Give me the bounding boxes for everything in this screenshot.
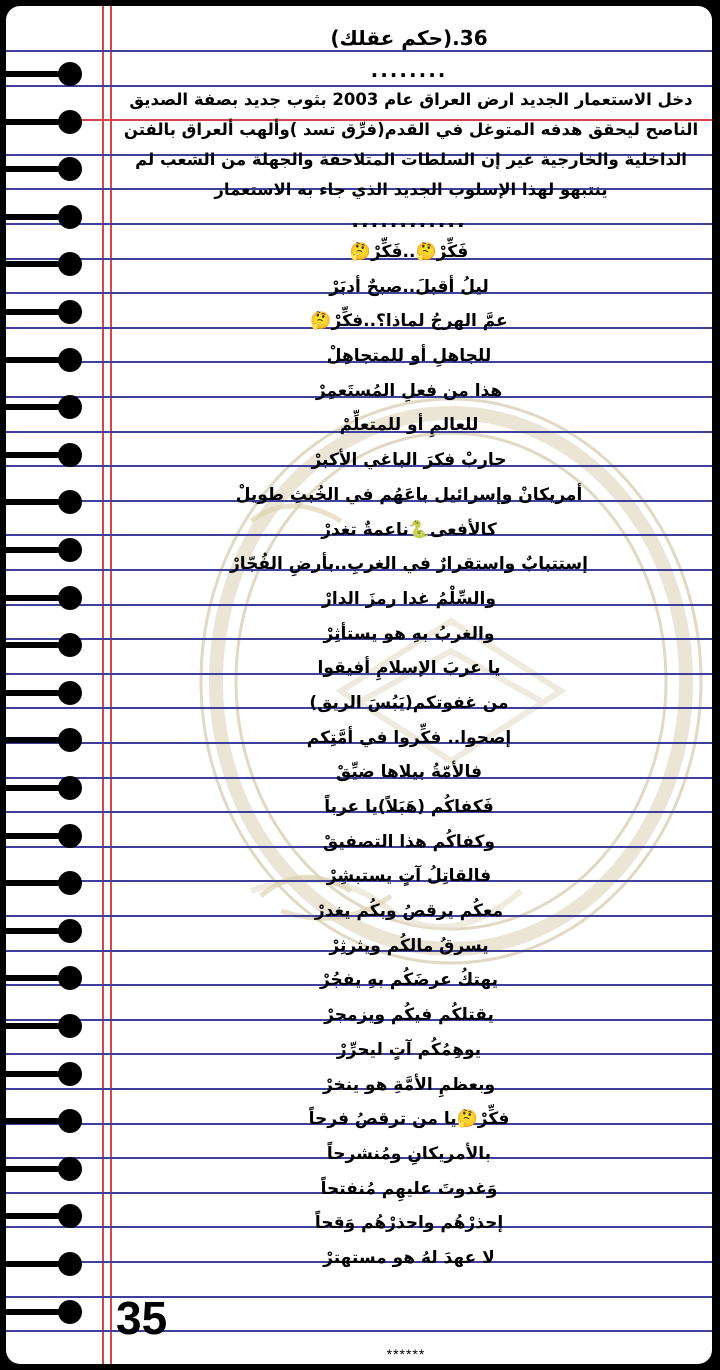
notebook-page bbox=[6, 6, 712, 1364]
poem-line bbox=[106, 1102, 712, 1137]
ring-hole bbox=[58, 252, 82, 276]
binder-ring bbox=[6, 633, 82, 657]
poem-line-text: معكُم يرقصُ وبكُم يغدرْ bbox=[314, 901, 504, 922]
binder-ring bbox=[6, 157, 82, 181]
poem-line-text: هذا من فعلِ المُستَعمِرْ bbox=[315, 380, 503, 401]
ring-bar bbox=[6, 690, 60, 696]
separator: ............ bbox=[351, 208, 467, 232]
binder-ring bbox=[6, 871, 82, 895]
poem-line-text: يهتكُ عرضَكُم بهِ يفجُرْ bbox=[319, 970, 499, 991]
poem-line-text: ليلُ أقبلَ..صبحٌ أدبَرْ bbox=[329, 276, 489, 297]
binder-ring bbox=[6, 586, 82, 610]
intro-paragraph: دخل الاستعمار الجديد ارض العراق عام 2003 بثوب جديد بصفة الصديق الناصح ليحقق هدفه المتوغل في القدم(فرِّق تسد )وألهب ألعراق بالفتن الداخلية والخارجية غير إن السلطات المتلاحقة والجهلة من الشعب لم ينتبهو لهذا الإسلوب الجديد الذي جاء به الاستعمار bbox=[123, 90, 699, 199]
poem-line bbox=[106, 1206, 712, 1241]
poem-line-text: أمريكانْ وإسرائيل باعَهُم في الخُبثِ طويلْ bbox=[235, 484, 583, 505]
poem-line-text: يا من ترقصُ فرحاً bbox=[308, 1109, 457, 1130]
poem-line-text: لا عهدَ لهُ هو مستهترْ bbox=[323, 1247, 495, 1268]
poem-line-text: والسِّلْمُ غدا رمزَ الدارْ bbox=[322, 588, 496, 609]
poem-line bbox=[106, 929, 712, 964]
ring-hole bbox=[58, 62, 82, 86]
ring-hole bbox=[58, 681, 82, 705]
ring-hole bbox=[58, 824, 82, 848]
binder-ring bbox=[6, 538, 82, 562]
ring-hole bbox=[58, 966, 82, 990]
ring-bar bbox=[6, 119, 60, 125]
poem-line bbox=[106, 790, 712, 825]
ring-hole bbox=[58, 443, 82, 467]
binder-ring bbox=[6, 966, 82, 990]
ring-bar bbox=[6, 309, 60, 315]
ring-bar bbox=[6, 975, 60, 981]
poem-line bbox=[106, 617, 712, 652]
poem-line bbox=[106, 478, 712, 513]
ring-bar bbox=[6, 785, 60, 791]
poem-line bbox=[106, 1068, 712, 1103]
ring-hole bbox=[58, 395, 82, 419]
poem-line bbox=[106, 443, 712, 478]
binder-ring bbox=[6, 1157, 82, 1181]
ring-bar bbox=[6, 1071, 60, 1077]
poem-line-text: إحذرْهُم واحذرْهُم وَقحاً bbox=[314, 1213, 504, 1234]
poem-line bbox=[106, 408, 712, 443]
poem-line-text: وَغدوتَ عليهِم مُنفتحاً bbox=[320, 1178, 498, 1199]
poem-line bbox=[106, 270, 712, 305]
poem-line-text: كالأفعى bbox=[429, 519, 497, 540]
poem-line-text: عمَّ الهرجُ لماذا؟..فكِّرْ bbox=[331, 311, 508, 332]
poem-line-text: بالأمريكانِ ومُنشرحاً bbox=[326, 1143, 492, 1164]
poem-line-text: ناعمةٌ تغدرْ bbox=[321, 519, 409, 540]
ring-bar bbox=[6, 737, 60, 743]
ring-bar bbox=[6, 1261, 60, 1267]
poem-line bbox=[106, 651, 712, 686]
poem-line bbox=[106, 1172, 712, 1207]
ring-bar bbox=[6, 547, 60, 553]
poem-line-text: فكِّرْ bbox=[477, 1109, 510, 1130]
poem-line bbox=[106, 1033, 712, 1068]
ring-bar bbox=[6, 452, 60, 458]
poem-line-text: يا عربَ الإسلامِ أفيقوا bbox=[317, 658, 501, 679]
binder-ring bbox=[6, 252, 82, 276]
binder-ring bbox=[6, 1062, 82, 1086]
ring-hole bbox=[58, 490, 82, 514]
end-mark: ****** bbox=[386, 1346, 426, 1362]
page-text bbox=[106, 21, 712, 1276]
ring-hole bbox=[58, 633, 82, 657]
ring-bar bbox=[6, 595, 60, 601]
poem-line bbox=[106, 374, 712, 409]
margin-line-left bbox=[102, 6, 104, 1364]
poem-line-text: فَكِّرْ bbox=[436, 242, 469, 262]
poem-line bbox=[106, 513, 712, 548]
binder-ring bbox=[6, 824, 82, 848]
poem-line bbox=[106, 963, 712, 998]
ring-hole bbox=[58, 348, 82, 372]
binder-ring bbox=[6, 1014, 82, 1038]
thinking-face-icon: 🤔 bbox=[349, 242, 371, 262]
ring-hole bbox=[58, 1300, 82, 1324]
poem-line bbox=[106, 339, 712, 374]
poem-line bbox=[106, 825, 712, 860]
ring-hole bbox=[58, 586, 82, 610]
ruled-line bbox=[6, 1330, 712, 1332]
poem-line-text: ..فَكِّرْ bbox=[370, 242, 416, 262]
thinking-face-icon: 🤔 bbox=[415, 242, 437, 262]
poem-line-text: وبعظمِ الأمَّةِ هو ينخرْ bbox=[322, 1074, 496, 1095]
poem-line bbox=[106, 686, 712, 721]
poem-line bbox=[106, 582, 712, 617]
binder-ring bbox=[6, 110, 82, 134]
binder-ring bbox=[6, 1109, 82, 1133]
poem-line-text: فالقاتِلُ آتٍ يستبشِرْ bbox=[326, 866, 492, 887]
ring-hole bbox=[58, 538, 82, 562]
poem-line bbox=[106, 304, 712, 339]
ring-hole bbox=[58, 1157, 82, 1181]
ring-bar bbox=[6, 833, 60, 839]
binder-ring bbox=[6, 728, 82, 752]
thinking-face-icon: 🤔 bbox=[310, 311, 332, 332]
binder-ring bbox=[6, 919, 82, 943]
ring-bar bbox=[6, 404, 60, 410]
poem-line bbox=[106, 755, 712, 790]
ring-bar bbox=[6, 1309, 60, 1315]
binder-ring bbox=[6, 443, 82, 467]
binder-ring bbox=[6, 1252, 82, 1276]
ring-hole bbox=[58, 1014, 82, 1038]
poem bbox=[106, 235, 712, 1276]
ring-hole bbox=[58, 110, 82, 134]
poem-line-text: للعالمِ أو للمتعلِّمْ bbox=[339, 415, 479, 436]
ring-hole bbox=[58, 1204, 82, 1228]
poem-line bbox=[106, 547, 712, 582]
snake-icon: 🐍 bbox=[408, 519, 430, 540]
poem-line-text: وكفاكُم هذا التصفيقْ bbox=[323, 831, 495, 852]
page-number: 35 bbox=[116, 1292, 168, 1344]
ring-hole bbox=[58, 157, 82, 181]
ring-bar bbox=[6, 166, 60, 172]
binder-ring bbox=[6, 776, 82, 800]
poem-line bbox=[106, 721, 712, 756]
separator: ........ bbox=[370, 58, 448, 82]
poem-line bbox=[106, 1241, 712, 1276]
ring-bar bbox=[6, 1166, 60, 1172]
poem-line-text: إصحوا.. فكِّروا في أمَّتِكم bbox=[306, 727, 512, 748]
ring-bar bbox=[6, 928, 60, 934]
poem-line bbox=[106, 894, 712, 929]
ring-bar bbox=[6, 499, 60, 505]
ring-hole bbox=[58, 728, 82, 752]
ring-bar bbox=[6, 1023, 60, 1029]
ring-bar bbox=[6, 642, 60, 648]
ring-bar bbox=[6, 261, 60, 267]
ring-bar bbox=[6, 880, 60, 886]
poem-line bbox=[106, 235, 712, 270]
ring-hole bbox=[58, 1109, 82, 1133]
binder-ring bbox=[6, 395, 82, 419]
binder-ring bbox=[6, 1204, 82, 1228]
poem-line-text: فَكفاكُم (هَبَلاً)يا عرباً bbox=[324, 797, 494, 817]
ring-hole bbox=[58, 1252, 82, 1276]
ring-bar bbox=[6, 71, 60, 77]
ring-hole bbox=[58, 1062, 82, 1086]
binder-ring bbox=[6, 681, 82, 705]
ring-bar bbox=[6, 214, 60, 220]
ring-hole bbox=[58, 871, 82, 895]
poem-line-text: من غفوتكم(يَبُسَ الريق) bbox=[309, 692, 509, 713]
poem-line bbox=[106, 998, 712, 1033]
poem-line-text: حاربْ فكرَ الباغي الأكبرْ bbox=[311, 450, 507, 471]
ring-bar bbox=[6, 1213, 60, 1219]
poem-line-text: يقتلكُم فيكُم ويزمجرْ bbox=[324, 1005, 494, 1026]
ring-hole bbox=[58, 300, 82, 324]
ring-bar bbox=[6, 1118, 60, 1124]
binder-ring bbox=[6, 205, 82, 229]
poem-line-text: يوهِمُكُم آتٍ ليحرِّرْ bbox=[336, 1039, 482, 1060]
ring-hole bbox=[58, 776, 82, 800]
binder-ring bbox=[6, 348, 82, 372]
binder-ring bbox=[6, 62, 82, 86]
poem-line-text: يسرقُ مالكُم ويثرثِرْ bbox=[329, 935, 489, 956]
ring-bar bbox=[6, 357, 60, 363]
poem-line bbox=[106, 859, 712, 894]
poem-line-text: للجاهلِ أو للمتجاهِلْ bbox=[326, 346, 492, 367]
poem-line-text: فالأمّةُ بيلاها ضيِّقْ bbox=[336, 762, 482, 783]
poem-line-text: إستتبابٌ واستقرارٌ في الغربِ..بأرضِ الفُجّارْ bbox=[230, 554, 588, 575]
binder-ring bbox=[6, 1300, 82, 1324]
ring-hole bbox=[58, 919, 82, 943]
page-title: 36.(حكم عقلك) bbox=[330, 26, 488, 50]
poem-line-text: والغربُ بهِ هو يستأثِرْ bbox=[323, 623, 495, 644]
poem-line bbox=[106, 1137, 712, 1172]
binder-ring bbox=[6, 490, 82, 514]
thinking-face-icon: 🤔 bbox=[456, 1109, 478, 1130]
ruled-line bbox=[6, 1296, 712, 1298]
binder-ring bbox=[6, 300, 82, 324]
ring-hole bbox=[58, 205, 82, 229]
